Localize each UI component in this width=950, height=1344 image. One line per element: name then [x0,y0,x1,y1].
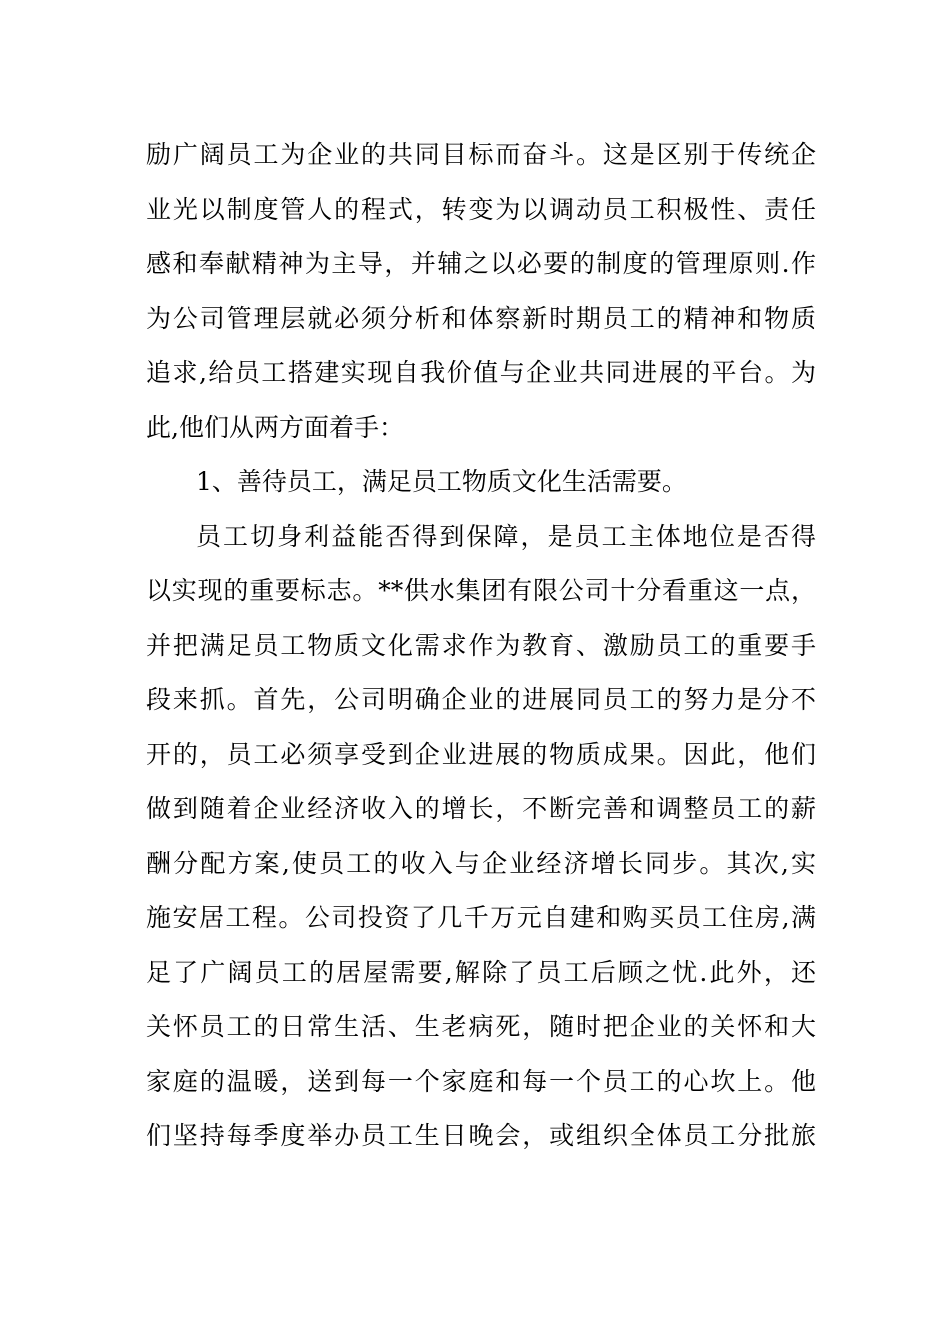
text-line: 励广阔员工为企业的共同目标而奋斗。这是区别于传统企 [146,140,816,169]
document-body [146,128,816,1164]
text-line: 开的，员工必须享受到企业进展的物质成果。因此，他们 [146,739,816,769]
text-line: 业光以制度管人的程式，转变为以调动员工积极性、责任 [146,194,816,224]
text-line: 段来抓。首先，公司明确企业的进展同员工的努力是分不 [146,685,816,714]
text-line: 感和奉献精神为主导，并辅之以必要的制度的管理原则.作 [146,249,816,278]
text-line: 做到随着企业经济收入的增长，不断完善和调整员工的薪 [146,794,816,823]
text-line: 家庭的温暖，送到每一个家庭和每一个员工的心坎上。他 [146,1066,816,1096]
text-line: 追求,给员工搭建实现自我价值与企业共同进展的平台。为 [146,358,816,387]
text-line: 足了广阔员工的居屋需要,解除了员工后顾之忧.此外，还 [146,957,816,987]
text-line: 此,他们从两方面着手： [146,412,404,442]
text-line: 施安居工程。公司投资了几千万元自建和购买员工住房,满 [146,903,816,932]
text-line: 们坚持每季度举办员工生日晚会，或组织全体员工分批旅 [146,1121,816,1150]
text-line: 关怀员工的日常生活、生老病死，随时把企业的关怀和大 [146,1012,816,1041]
text-line: 以实现的重要标志。**供水集团有限公司十分看重这一点， [146,576,816,605]
section-heading: 1、善待员工，满足员工物质文化生活需要。 [196,467,687,496]
text-line: 员工切身利益能否得到保障，是员工主体地位是否得 [196,521,816,551]
text-line: 为公司管理层就必须分析和体察新时期员工的精神和物质 [146,303,816,333]
text-line: 酬分配方案,使员工的收入与企业经济增长同步。其次,实 [146,848,816,878]
text-line: 并把满足员工物质文化需求作为教育、激励员工的重要手 [146,630,816,660]
